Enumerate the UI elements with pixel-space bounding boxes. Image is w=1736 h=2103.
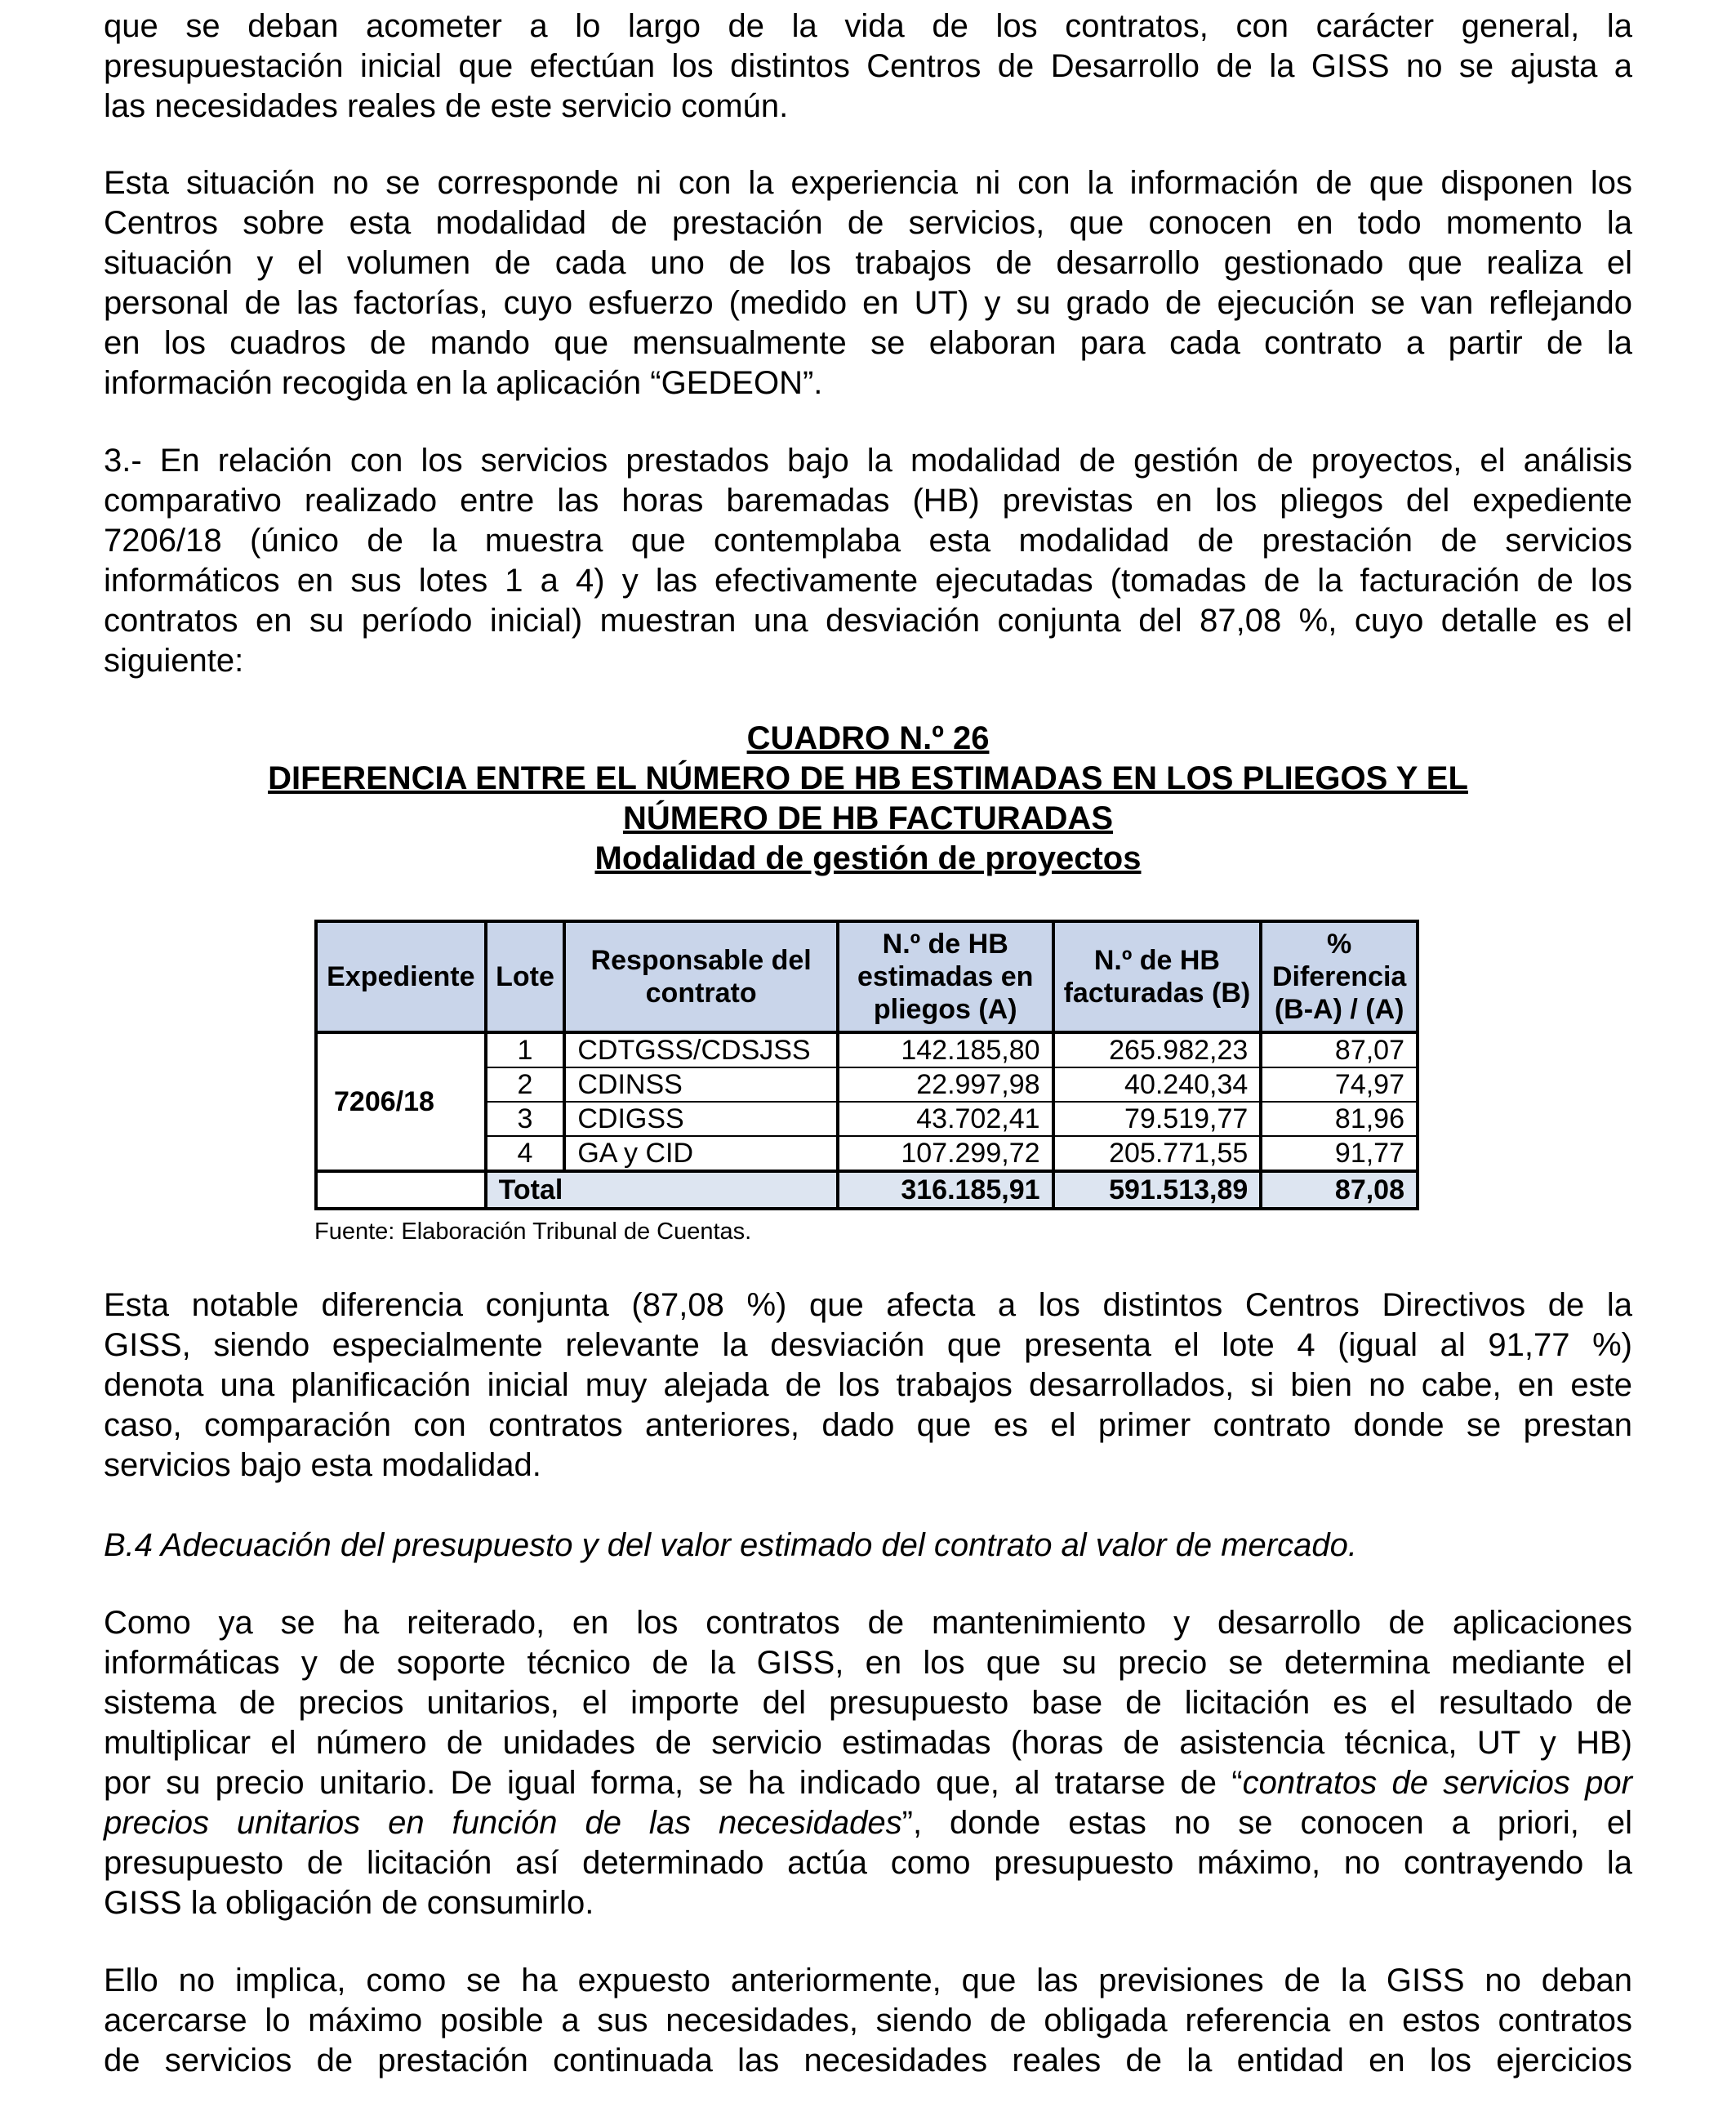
paragraph-3	[104, 441, 1632, 681]
text-line: situación y el volumen de cada uno de los trabajos de desarrollo gestionado que realiza el	[104, 245, 1632, 281]
text-line: GISS, siendo especialmente relevante la desviación que presenta el lote 4 (igual al 91,77 %)	[104, 1327, 1632, 1363]
cell-total-estimadas: 316.185,91	[838, 1171, 1053, 1209]
text-line: 7206/18 (único de la muestra que contemplaba esta modalidad de prestación de servicios	[104, 523, 1632, 559]
paragraph-4	[104, 1285, 1632, 1486]
table-header-row	[316, 921, 1418, 1032]
cell-estimadas: 43.702,41	[838, 1102, 1053, 1136]
cell-responsable: CDTGSS/CDSJSS	[564, 1032, 838, 1067]
text-line: que se deban acometer a lo largo de la vida de los contratos, con carácter general, la	[104, 8, 1632, 44]
cuadro-table	[314, 920, 1419, 1210]
cuadro-number: CUADRO N.º 26	[746, 720, 990, 756]
text-line: siguiente:	[104, 643, 244, 679]
cell-lote: 1	[486, 1032, 565, 1067]
text-line: 3.- En relación con los servicios prestados bajo la modalidad de gestión de proyectos, el análisis	[104, 443, 1632, 479]
text-segment: por su precio unitario. De igual forma, se ha indicado que, al tratarse de “	[104, 1765, 1243, 1801]
header-expediente: Expediente	[316, 921, 486, 1032]
cuadro-title-line2: NÚMERO DE HB FACTURADAS	[623, 800, 1113, 836]
cell-diferencia: 91,77	[1261, 1136, 1418, 1171]
cell-estimadas: 22.997,98	[838, 1067, 1053, 1102]
cell-facturadas: 265.982,23	[1053, 1032, 1262, 1067]
table-source: Fuente: Elaboración Tribunal de Cuentas.	[314, 1219, 752, 1245]
text-line: de servicios de prestación continuada las necesidades reales de la entidad en los ejercicios	[104, 2043, 1632, 2078]
text-line: informáticas y de soporte técnico de la GISS, en los que su precio se determina mediante el	[104, 1645, 1632, 1681]
header-diferencia: % Diferencia (B-A) / (A)	[1261, 921, 1418, 1032]
cell-responsable: CDIGSS	[564, 1102, 838, 1136]
text-line	[104, 1763, 1632, 1803]
cell-responsable: GA y CID	[564, 1136, 838, 1171]
cell-facturadas: 205.771,55	[1053, 1136, 1262, 1171]
text-line: GISS la obligación de consumirlo.	[104, 1885, 594, 1921]
italic-segment: precios unitarios en función de las necesidades	[104, 1805, 902, 1841]
text-line: presupuestación inicial que efectúan los distintos Centros de Desarrollo de la GISS no se ajusta a	[104, 48, 1632, 84]
table-row	[316, 1032, 1418, 1067]
text-line: Esta notable diferencia conjunta (87,08 %) que afecta a los distintos Centros Directivos de la	[104, 1287, 1632, 1323]
cell-estimadas: 142.185,80	[838, 1032, 1053, 1067]
cell-facturadas: 79.519,77	[1053, 1102, 1262, 1136]
cell-total-facturadas: 591.513,89	[1053, 1171, 1262, 1209]
header-responsable: Responsable del contrato	[564, 921, 838, 1032]
text-line	[104, 1803, 1632, 1843]
text-segment: ”, donde estas no se conocen a priori, el	[901, 1805, 1632, 1841]
text-line: las necesidades reales de este servicio común.	[104, 88, 789, 124]
italic-segment: contratos de servicios por	[1242, 1765, 1632, 1801]
cell-estimadas: 107.299,72	[838, 1136, 1053, 1171]
text-line: acercarse lo máximo posible a sus necesidades, siendo de obligada referencia en estos contratos	[104, 2003, 1632, 2038]
section-heading-b4: B.4 Adecuación del presupuesto y del valor estimado del contrato al valor de mercado.	[104, 1527, 1357, 1563]
paragraph-1	[104, 7, 1632, 127]
cell-diferencia: 81,96	[1261, 1102, 1418, 1136]
text-line: comparativo realizado entre las horas baremadas (HB) previstas en los pliegos del expediente	[104, 483, 1632, 519]
cell-expediente: 7206/18	[316, 1032, 486, 1171]
text-line: Centros sobre esta modalidad de prestación de servicios, que conocen en todo momento la	[104, 205, 1632, 241]
cuadro-title-line1: DIFERENCIA ENTRE EL NÚMERO DE HB ESTIMADAS EN LOS PLIEGOS Y EL	[268, 760, 1468, 796]
text-line: Como ya se ha reiterado, en los contratos de mantenimiento y desarrollo de aplicaciones	[104, 1605, 1632, 1641]
text-line: caso, comparación con contratos anteriores, dado que es el primer contrato donde se prestan	[104, 1407, 1632, 1443]
cell-facturadas: 40.240,34	[1053, 1067, 1262, 1102]
text-line: sistema de precios unitarios, el importe del presupuesto base de licitación es el resultado de	[104, 1685, 1632, 1721]
header-lote: Lote	[486, 921, 565, 1032]
cell-lote: 2	[486, 1067, 565, 1102]
table-total-row	[316, 1171, 1418, 1209]
cell-lote: 4	[486, 1136, 565, 1171]
cell-lote: 3	[486, 1102, 565, 1136]
cell-diferencia: 87,07	[1261, 1032, 1418, 1067]
header-estimadas: N.º de HB estimadas en pliegos (A)	[838, 921, 1053, 1032]
cell-responsable: CDINSS	[564, 1067, 838, 1102]
text-line: información recogida en la aplicación “GEDEON”.	[104, 365, 823, 401]
text-line: personal de las factorías, cuyo esfuerzo (medido en UT) y su grado de ejecución se van reflejando	[104, 285, 1632, 321]
cuadro-subtitle: Modalidad de gestión de proyectos	[594, 840, 1142, 876]
text-line: informáticos en sus lotes 1 a 4) y las efectivamente ejecutadas (tomadas de la facturación de los	[104, 563, 1632, 599]
cell-diferencia: 74,97	[1261, 1067, 1418, 1102]
text-line: presupuesto de licitación así determinado actúa como presupuesto máximo, no contrayendo la	[104, 1845, 1632, 1881]
text-line: contratos en su período inicial) muestran una desviación conjunta del 87,08 %, cuyo detalle es el	[104, 603, 1632, 639]
text-line: multiplicar el número de unidades de servicio estimadas (horas de asistencia técnica, UT y HB)	[104, 1725, 1632, 1761]
text-line: Ello no implica, como se ha expuesto anteriormente, que las previsiones de la GISS no deban	[104, 1963, 1632, 1998]
text-line: Esta situación no se corresponde ni con la experiencia ni con la información de que disponen los	[104, 165, 1632, 201]
cell-total-diferencia: 87,08	[1261, 1171, 1418, 1209]
text-line: servicios bajo esta modalidad.	[104, 1447, 541, 1483]
paragraph-5	[104, 1603, 1632, 1923]
cell-empty	[316, 1171, 486, 1209]
text-line: en los cuadros de mando que mensualmente se elaboran para cada contrato a partir de la	[104, 325, 1632, 361]
header-facturadas: N.º de HB facturadas (B)	[1053, 921, 1262, 1032]
paragraph-6	[104, 1961, 1632, 2081]
paragraph-2	[104, 163, 1632, 403]
text-line: denota una planificación inicial muy alejada de los trabajos desarrollados, si bien no cabe, en este	[104, 1367, 1632, 1403]
cell-total-label: Total	[486, 1171, 838, 1209]
